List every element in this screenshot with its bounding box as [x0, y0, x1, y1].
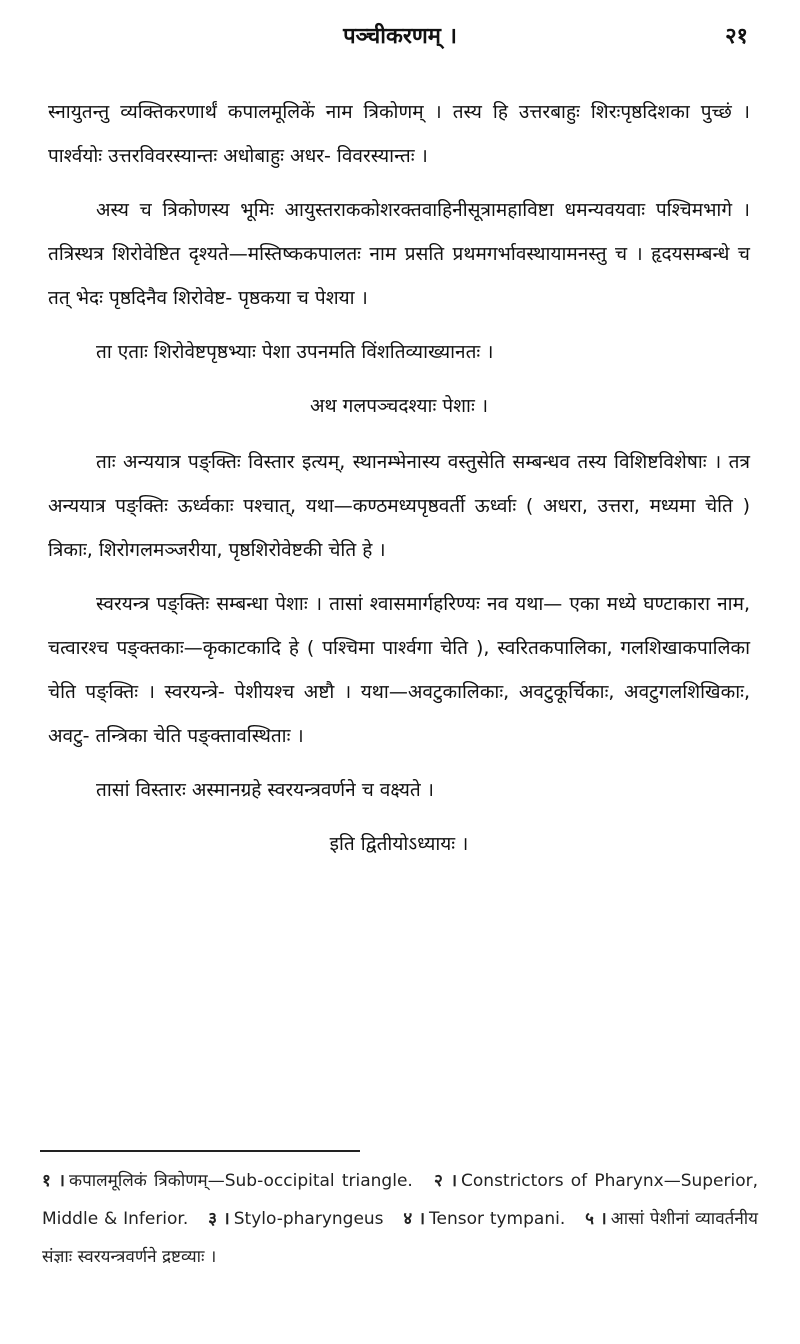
footnote-text: आसां पेशीनां व्यावर्तनीय संज्ञाः स्वरयन्त्रवर्णने द्रष्टव्याः । [42, 1209, 759, 1267]
body-text [48, 90, 750, 878]
footnote-number: ४ । [403, 1209, 426, 1229]
footnote-1 [42, 1171, 413, 1191]
footnote-number: १ । [42, 1171, 66, 1191]
footnote-3 [208, 1209, 383, 1229]
paragraph-3: ता एताः शिरोवेष्टपृष्ठभ्याः पेशा उपनमति विंशतिव्याख्यानतः । [96, 341, 494, 363]
footnote-text: Tensor tympani. [429, 1209, 566, 1229]
footnotes [42, 1162, 758, 1276]
paragraph-6: तासां विस्तारः अस्मानग्रहे स्वरयन्त्रवर्णने च वक्ष्यते । [96, 779, 434, 801]
footnote-number: ५ । [585, 1209, 607, 1229]
footnote-text: Stylo-pharyngeus [233, 1209, 384, 1229]
paragraph-2: अस्य च त्रिकोणस्य भूमिः आयुस्तराककोशरक्तवाहिनीसूत्रामहाविष्टा धमन्यवयवाः पश्चिमभागे । तत्रिस्थत्र शिरोवेष्टित दृश्यते—मस्तिष्ककपालतः नाम प्रसति प्रथमगर्भावस्थायामनस्तु च । हृदयसम्बन्धे च तत् भेदः पृष्ठदिनैव शिरोवेष्ट- पृष्ठकया च पेशया । [48, 199, 750, 309]
footnote-4 [403, 1209, 565, 1229]
footnote-divider [40, 1150, 360, 1152]
page-number: २१ [725, 24, 748, 49]
chapter-end-line: इति द्वितीयोऽध्यायः । [329, 833, 469, 855]
running-title: पञ्चीकरणम् । [343, 24, 457, 49]
footnote-text: Constrictors of Pharynx—Superior, Middle & Inferior. [42, 1171, 759, 1229]
paragraph-4: ताः अन्ययात्र पङ्क्तिः विस्तार इत्यम्, स्थानम्भेनास्य वस्तुसेति सम्बन्धव तस्य विशिष्टविशेषाः । तत्र अन्ययात्र पङ्क्तिः ऊर्ध्वकाः पश्चात्, यथा—कण्ठमध्यपृष्ठवर्ती ऊर्ध्वाः ( अधरा, उत्तरा, मध्यमा चेति ) त्रिकाः, शिरोगलमञ्जरीया, पृष्ठशिरोवेष्टकी चेति हे । [48, 451, 750, 561]
footnote-text: कपालमूलिकं त्रिकोणम्—Sub-occipital triangle. [69, 1171, 413, 1191]
section-heading: अथ गलपञ्चदश्याः पेशाः । [309, 395, 489, 417]
footnote-number: २ । [434, 1171, 458, 1191]
page-header [40, 20, 760, 56]
footnote-number: ३ । [208, 1209, 230, 1229]
paragraph-5: स्वरयन्त्र पङ्क्तिः सम्बन्धा पेशाः । तासां श्वासमार्गहरिण्यः नव यथा— एका मध्ये घण्टाकारा नाम, चत्वारश्च पङ्क्तकाः—कृकाटकादि हे ( पश्चिमा पार्श्वगा चेति ), स्वरितकपालिका, गलशिखाकपालिका चेति पङ्क्तिः । स्वरयन्त्रे- पेशीयश्च अष्टौ । यथा—अवटुकालिकाः, अवटुकूर्चिकाः, अवटुगलशिखिकाः, अवटु- तन्त्रिका चेति पङ्क्तावस्थिताः । [48, 593, 750, 747]
paragraph-1: स्नायुतन्तु व्यक्तिकरणार्थं कपालमूलिकें नाम त्रिकोणम् । तस्य हि उत्तरबाहुः शिरःपृष्ठदिशका पुच्छं । पार्श्वयोः उत्तरविवरस्यान्तः अधोबाहुः अधर- विवरस्यान्तः । [48, 101, 750, 167]
